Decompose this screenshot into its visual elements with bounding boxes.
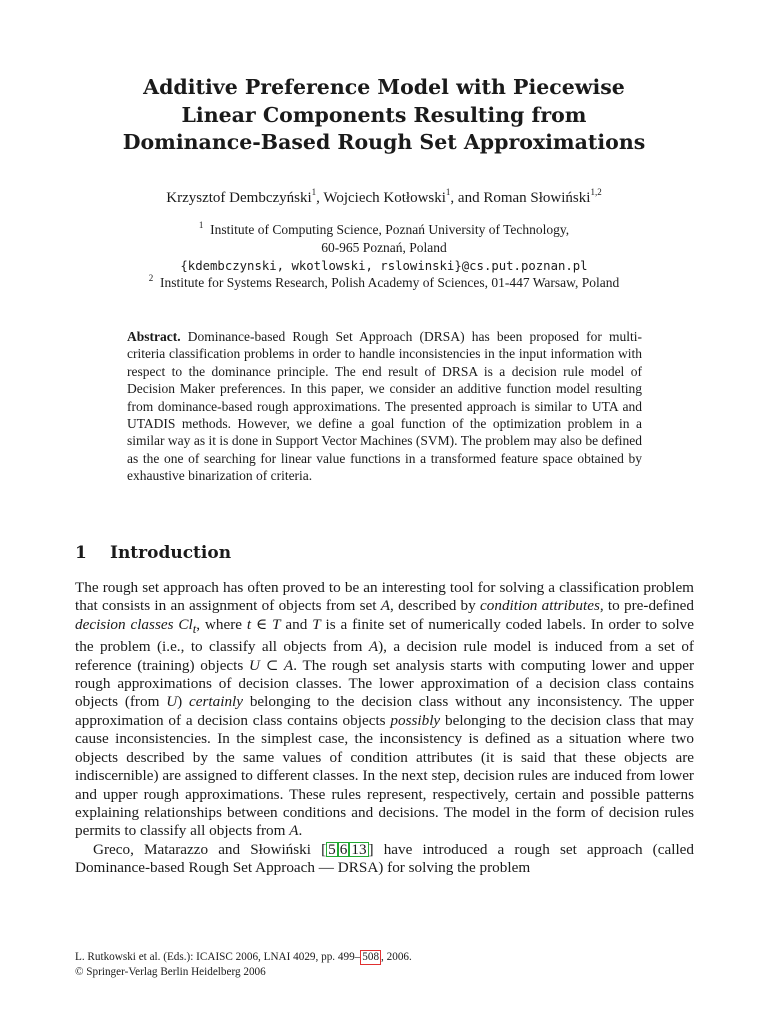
text-run: , described by (390, 597, 481, 615)
citation-link-5[interactable]: 5 (328, 840, 336, 858)
text-run: . The rough set analysis starts with computing lower and upper rough approximations of decision classes. The lower approximation of a decision class contains objects (from (75, 656, 695, 711)
author-emails: {kdembczynski, wkotlowski, rslowinski}@cs.put.poznan.pl (180, 259, 588, 273)
emphasis: certainly (189, 693, 244, 711)
text-run: ) (177, 693, 190, 711)
text-run: Greco, Matarazzo and Słowiński (93, 840, 322, 858)
text-run: ), a decision rule model is induced from a set of reference (training) objects (75, 638, 694, 674)
author-list (40, 188, 728, 208)
affiliation-2-text: Institute for Systems Research, Polish Academy of Sciences, 01-447 Warsaw, Poland (159, 275, 620, 290)
citation-bracket: ] (368, 840, 374, 858)
author-3: Roman Słowiński (483, 190, 591, 206)
footer-page-link[interactable]: 508 (362, 951, 380, 963)
text-run: and (280, 615, 313, 633)
affiliation-1-line-2: 60-965 Poznań, Poland (321, 240, 447, 255)
emphasis: possibly (390, 711, 441, 729)
title-line-3: Dominance-Based Rough Set Approximations (122, 130, 646, 154)
text-run: . (298, 822, 303, 840)
abstract (127, 328, 642, 485)
emphasis: decision classes (75, 615, 174, 633)
math-var: Cl (178, 615, 193, 633)
math-var: A (380, 597, 391, 615)
math-var: A (289, 822, 299, 840)
math-var: T (312, 615, 321, 633)
title-line-2: Linear Components Resulting from (181, 102, 587, 127)
footer-text: , 2006. (381, 951, 412, 963)
section-title: Introduction (110, 543, 232, 563)
abstract-label: Abstract. (127, 329, 181, 344)
paragraph-1 (75, 579, 694, 839)
text-run: belonging to the decision class without any inconsistency. The upper approximation of a decision class contains objects (75, 693, 694, 729)
author-3-affiliation-mark: 1,2 (590, 187, 602, 197)
author-2: Wojciech Kotłowski (323, 190, 446, 206)
paragraph-2 (75, 841, 694, 876)
text-run: have introduced a rough set approach (called Dominance-based Rough Set Approach — DRSA) for solving the problem (75, 840, 694, 877)
page-footer (75, 950, 412, 980)
citation-bracket: [ (321, 840, 327, 858)
affiliation-1-mark: 1 (198, 219, 204, 230)
author-1: Krzysztof Dembczyński (166, 190, 312, 206)
section-number: 1 (75, 543, 87, 563)
math-expr: t ∈ T (246, 615, 281, 633)
affiliation-2-mark: 2 (148, 272, 154, 283)
abstract-text: Dominance-based Rough Set Approach (DRSA) has been proposed for multi-criteria classification problems in order to handle inconsistencies in the input information with respect to the dominance principle. The end result of DRSA is a decision rule model of Decision Maker preferences. In this paper, we consider an additive function model resulting from dominance-based rough approximations. The presented approach is similar to UTA and UTADIS methods. However, we define a goal function of the optimization problem in a similar way as it is done in Support Vector Machines (SVM). The problem may also be defined as the one of searching for linear value functions in a transformed feature space obtained by exhaustive binarization of criteria. (127, 329, 643, 484)
math-var: A (368, 638, 379, 656)
math-var: U (166, 693, 178, 711)
section-heading (75, 542, 231, 564)
affiliation-1-text: Institute of Computing Science, Poznań University of Technology, (210, 222, 570, 237)
footer-copyright: © Springer-Verlag Berlin Heidelberg 2006 (75, 966, 266, 978)
text-run: belonging to the decision class that may cause inconsistencies. In the simplest case, the inconsistency is defined as a situation where two objects described by the same values of condition attributes (it is said that these objects are indiscernible) are assigned to different classes. In the next step, decision rules are induced from lower and upper rough approximations. These rules represent, respectively, certain and possible patterns explaining relationships between conditions and decisions. The model in the form of decision rules permits to classify all objects from (75, 711, 695, 840)
author-1-affiliation-mark: 1 (311, 187, 317, 197)
affiliation-1-line-1 (40, 221, 728, 239)
text-run: The rough set approach has often proved to be an interesting tool for solving a classification problem that consists in an assignment of objects from set (75, 579, 694, 615)
author-separator: , (316, 190, 324, 206)
math-subscript: t (192, 621, 197, 636)
affiliation-2 (40, 274, 728, 292)
math-expr: U ⊂ A (249, 656, 294, 674)
footer-text: L. Rutkowski et al. (Eds.): ICAISC 2006, LNAI 4029, pp. 499– (75, 951, 361, 963)
title-line-1: Additive Preference Model with Piecewise (143, 75, 625, 99)
footer-citation (75, 950, 412, 965)
citation-link-13[interactable]: 13 (351, 840, 367, 858)
paper-title (60, 74, 708, 157)
text-run: , where (196, 615, 247, 633)
citation-link-6[interactable]: 6 (339, 840, 348, 858)
text-run: is a finite set of numerically coded labels. In order to solve the problem (i.e., to classify all objects from (75, 615, 695, 656)
text-run: , to pre-defined (599, 597, 694, 615)
body-text (75, 579, 694, 878)
emphasis: condition attributes (480, 597, 600, 615)
author-2-affiliation-mark: 1 (445, 187, 451, 197)
author-separator: , and (450, 190, 484, 206)
